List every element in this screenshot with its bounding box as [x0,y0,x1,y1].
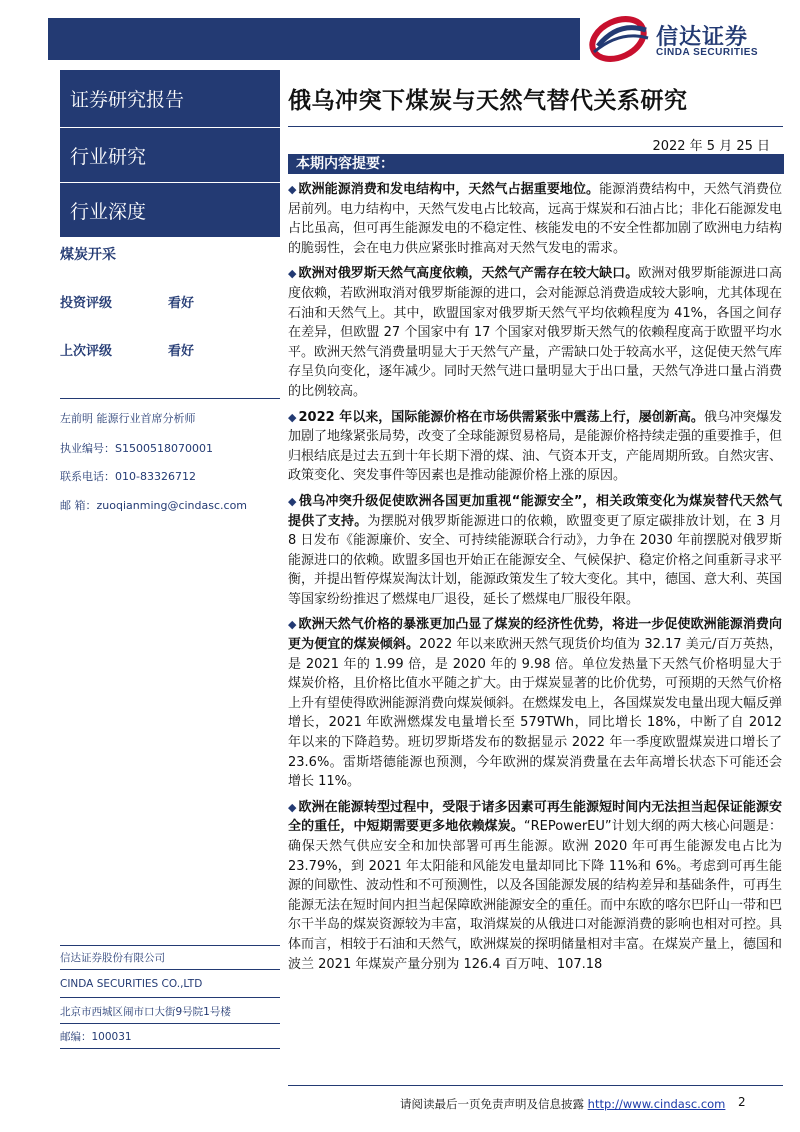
summary-paragraph [288,615,782,791]
paragraph-body: “REPowerEU”计划大纲的两大核心问题是：确保天然气供应安全和加快部署可再生能源。欧洲 2020 年可再生能源发电占比为 23.79%，到 2021 年太阳能和风能发电量却同比下降 11%和 6%。考虑到可再生能源的间歇性、波动性和不可预测性，以及各国能源发展的结构差异和基础条件，可再生能源无法在短时间内担当起保障欧洲能源安全的重任。而中东欧的喀尔巴阡山一带和巴尔干半岛的煤炭资源较为丰富，取消煤炭的从俄进口对能源消费的影响也相对可控。具体而言，相较于石油和天然气，欧洲煤炭的探明储量相对丰富。在煤炭产量上，德国和波兰 2021 年煤炭产量分别为 126.4 百万吨、107.18 [288,819,783,972]
company-address: 北京市西城区闹市口大街9号院1号楼 [60,1006,231,1018]
summary-paragraph [288,798,782,974]
previous-rating [60,340,195,359]
analyst-name: 左前明 能源行业首席分析师 [60,412,196,425]
prev-rating-value: 看好 [168,344,195,359]
analyst-email[interactable]: 邮 箱：zuoqianming@cindasc.com [60,499,248,512]
bullet-diamond-icon: ◆ [288,410,297,424]
paragraph-body: 2022 年以来欧洲天然气现货价均值为 32.17 美元/百万英热，是 2021 年的 1.99 倍，是 2020 年的 9.98 倍。单位发热量下天然气价格明显大于煤炭价格，且价格比值水平随之扩大。由于煤炭显著的比价优势，可预期的天然气价格上升有望使得欧洲能源消费向煤炭倾斜。在燃煤发电上，各国煤炭发电量出现大幅反弹增长，2021 年欧洲燃煤发电量增长至 579TWh，同比增长 18%，中断了自 2012 年以来的下降趋势。班切罗斯塔发布的数据显示 2022 年一季度欧盟煤炭进口增长了 23.6%。雷斯塔德能源也预测，今年欧洲的煤炭消费量在去年高增长状态下可能还会增长 11%。 [288,637,783,790]
paragraph-lead: 俄乌冲突升级促使欧洲各国更加重视“能源安全”，相关政策变化为煤炭替代天然气提供了支持。 [288,493,782,529]
summary-content [288,180,782,980]
sidebar-divider [60,997,280,998]
rating-value: 看好 [168,296,195,311]
brand-name-cn: 信达证券 [656,25,749,50]
paragraph-lead: 欧洲对俄罗斯天然气高度依赖，天然气产需存在较大缺口。 [298,266,639,282]
sidebar-block-depth: 行业深度 [60,183,280,238]
company-postcode: 邮编：100031 [60,1031,132,1043]
rating-label: 投资评级 [60,296,113,311]
sidebar-divider [60,945,280,946]
sector-name: 煤炭开采 [60,247,116,263]
analyst-phone: 联系电话：010-83326712 [60,470,196,483]
page-number: 2 [738,1095,746,1109]
footer-text: 请阅读最后一页免责声明及信息披露 [400,1097,588,1111]
prev-rating-label: 上次评级 [60,344,113,359]
sidebar-block-report-type: 证券研究报告 [60,70,280,128]
title-rule [288,126,783,127]
report-date: 2022 年 5 月 25 日 [652,139,770,154]
sidebar-divider [60,1048,280,1049]
sidebar-divider [60,398,280,399]
investment-rating [60,292,195,311]
summary-paragraph [288,264,782,401]
paragraph-body: 俄乌冲突爆发加剧了地缘紧张局势，改变了全球能源贸易格局，是能源价格持续走强的重要推手，但归根结底是过去五到十年长期下滑的煤、油、气资本开支，产能周期所致。自然灾害、政策变化、突发事件等因素也是推动能源价格上涨的原因。 [288,409,783,484]
brand-name-en: CINDA SECURITIES [656,47,759,58]
paragraph-lead: 欧洲天然气价格的暴涨更加凸显了煤炭的经济性优势，将进一步促使欧洲能源消费向更为便宜的煤炭倾斜。 [288,617,782,653]
bullet-diamond-icon: ◆ [288,494,297,508]
sidebar-divider [60,969,280,970]
paragraph-lead: 2022 年以来，国际能源价格在市场供需紧张中震荡上行，屡创新高。 [298,409,704,425]
paragraph-lead: 欧洲能源消费和发电结构中，天然气占据重要地位。 [298,182,600,197]
sidebar-divider [60,1023,280,1024]
report-title: 俄乌冲突下煤炭与天然气替代关系研究 [288,88,688,114]
company-name-cn: 信达证券股份有限公司 [60,952,165,964]
bullet-diamond-icon: ◆ [288,267,297,281]
summary-paragraph [288,408,782,486]
header-bar [48,18,580,60]
footer-rule [288,1085,783,1086]
summary-paragraph [288,180,782,258]
company-name-en: CINDA SECURITIES CO.,LTD [60,978,203,990]
cinda-logo-icon [588,16,652,62]
analyst-license: 执业编号：S1500518070001 [60,442,213,455]
footer-disclaimer [400,1096,725,1112]
sidebar-block-research: 行业研究 [60,128,280,183]
brand-logo [588,16,788,62]
paragraph-body: 为摆脱对俄罗斯能源进口的依赖，欧盟变更了原定碳排放计划，在 3 月 8 日发布《能源廉价、安全、可持续能源联合行动》，力争在 2030 年前摆脱对俄罗斯能源进口的依赖。欧盟多国也开始正在能源安全、气候保护、稳定价格之间重新寻求平衡，并提出暂停煤炭淘汰计划，能源政策发生了较大变化。其中，德国、意大利、英国等国家纷纷推迟了燃煤电厂退役，延长了燃煤电厂服役年限。 [288,513,783,607]
paragraph-lead: 欧洲在能源转型过程中，受限于诸多因素可再生能源短时间内无法担当起保证能源安全的重任，中短期需要更多地依赖煤炭。 [288,799,782,835]
summary-heading: 本期内容提要： [288,154,784,174]
bullet-diamond-icon: ◆ [288,618,297,632]
paragraph-body: 能源消费结构中，天然气消费位居前列。电力结构中，天然气发电占比较高，远高于煤炭和石油占比；非化石能源发电占比虽高，但可再生能源发电的不稳定性、核能发电的不安全性都加剧了欧洲电力结构的脆弱性，会在电力供应紧张时推高对天然气发电的需求。 [288,182,783,256]
paragraph-body: 欧洲对俄罗斯能源进口高度依赖，若欧洲取消对俄罗斯能源的进口，会对能源总消费造成较大影响，尤其体现在石油和天然气上。其中，欧盟国家对俄罗斯天然气平均依赖程度为 41%，各国之间存在差异，但欧盟 27 个国家中有 17 个国家对俄罗斯天然气的依赖程度高于欧盟平均水平。欧洲天然气消费量明显大于天然气产量，产需缺口处于较高水平，这促使天然气库存呈负向变化，逐年减少。同时天然气进口量明显大于出口量，天然气净进口量占消费的比例较高。 [288,266,783,399]
summary-paragraph [288,492,782,610]
footer-link[interactable]: http://www.cindasc.com [587,1097,726,1111]
bullet-diamond-icon: ◆ [288,183,297,196]
sidebar [60,70,280,238]
bullet-diamond-icon: ◆ [288,800,297,814]
